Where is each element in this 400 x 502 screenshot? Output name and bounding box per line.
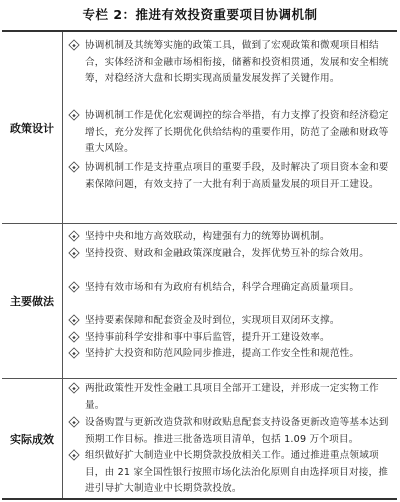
policy-table bbox=[2, 30, 397, 500]
list-item bbox=[69, 38, 393, 88]
section-policy-design bbox=[2, 32, 397, 223]
list-item bbox=[69, 280, 393, 297]
section-main-practices bbox=[2, 223, 397, 378]
item-text: 协调机制工作是支持重点项目的重要手段，及时解决了项目资本金和要素保障问题，有效支持了一大批有利于高质量发展的项目开工建设。 bbox=[85, 162, 389, 190]
item-text: 坚持事前科学安排和事中事后监管，提升开工建设效率。 bbox=[85, 332, 330, 343]
item-text: 组织做好扩大制造业中长期贷款投放相关工作。通过推进重点领域项目，由 21 家全国性银行按照市场化法治化原则自由选择项目对接，推进引导扩大制造业中长期贷款投放。 bbox=[85, 450, 389, 495]
section-body bbox=[63, 379, 397, 498]
section-actual-results bbox=[2, 378, 397, 498]
item-text: 坚持有效市场和有为政府有机结合，科学合理确定高质量项目。 bbox=[85, 282, 360, 293]
item-text: 坚持扩大投资和防范风险同步推进，提高工作安全性和规范性。 bbox=[85, 348, 360, 359]
item-text: 坚持投资、财政和金融政策深度融合，发挥优势互补的综合效用。 bbox=[85, 248, 370, 259]
page-title: 专栏 2：推进有效投资重要项目协调机制 bbox=[82, 7, 318, 22]
list-item bbox=[69, 448, 393, 498]
section-heading: 主要做法 bbox=[2, 224, 63, 378]
list-item bbox=[69, 346, 393, 363]
item-text: 协调机制工作是优化宏观调控的综合举措，有力支撑了投资和经济稳定增长，充分发挥了长期优化供给结构的重要作用，防范了金融和财政等重大风险。 bbox=[85, 110, 389, 155]
item-text: 设备购置与更新改造贷款和财政贴息配套支持设备更新改造等基本达到预期工作目标。推进三批备选项目清单，包括 1.09 万个项目。 bbox=[85, 417, 389, 445]
section-body bbox=[63, 32, 397, 223]
section-body bbox=[63, 224, 397, 378]
list-item bbox=[69, 108, 393, 158]
list-item bbox=[69, 330, 393, 347]
item-text: 坚持要素保障和配套资金及时到位，实现项目双闭环支撑。 bbox=[85, 315, 340, 326]
list-item bbox=[69, 381, 393, 414]
item-text: 协调机制及其统筹实施的政策工具，做到了宏观政策和微观项目相结合，实体经济和金融市场相衔接，储蓄和投资相贯通，发展和安全相统筹，对稳经济大盘和长期实现高质量发展发挥了关键作用。 bbox=[85, 40, 389, 85]
item-text: 坚持中央和地方高效联动，构建强有力的统筹协调机制。 bbox=[85, 231, 330, 242]
item-text: 两批政策性开发性金融工具项目全部开工建设，并形成一定实物工作量。 bbox=[85, 383, 379, 411]
list-item bbox=[69, 246, 393, 263]
list-item bbox=[69, 160, 393, 193]
list-item bbox=[69, 415, 393, 448]
list-item bbox=[69, 313, 393, 330]
list-item bbox=[69, 229, 393, 246]
section-heading: 政策设计 bbox=[2, 32, 63, 223]
section-heading: 实际成效 bbox=[2, 379, 63, 498]
